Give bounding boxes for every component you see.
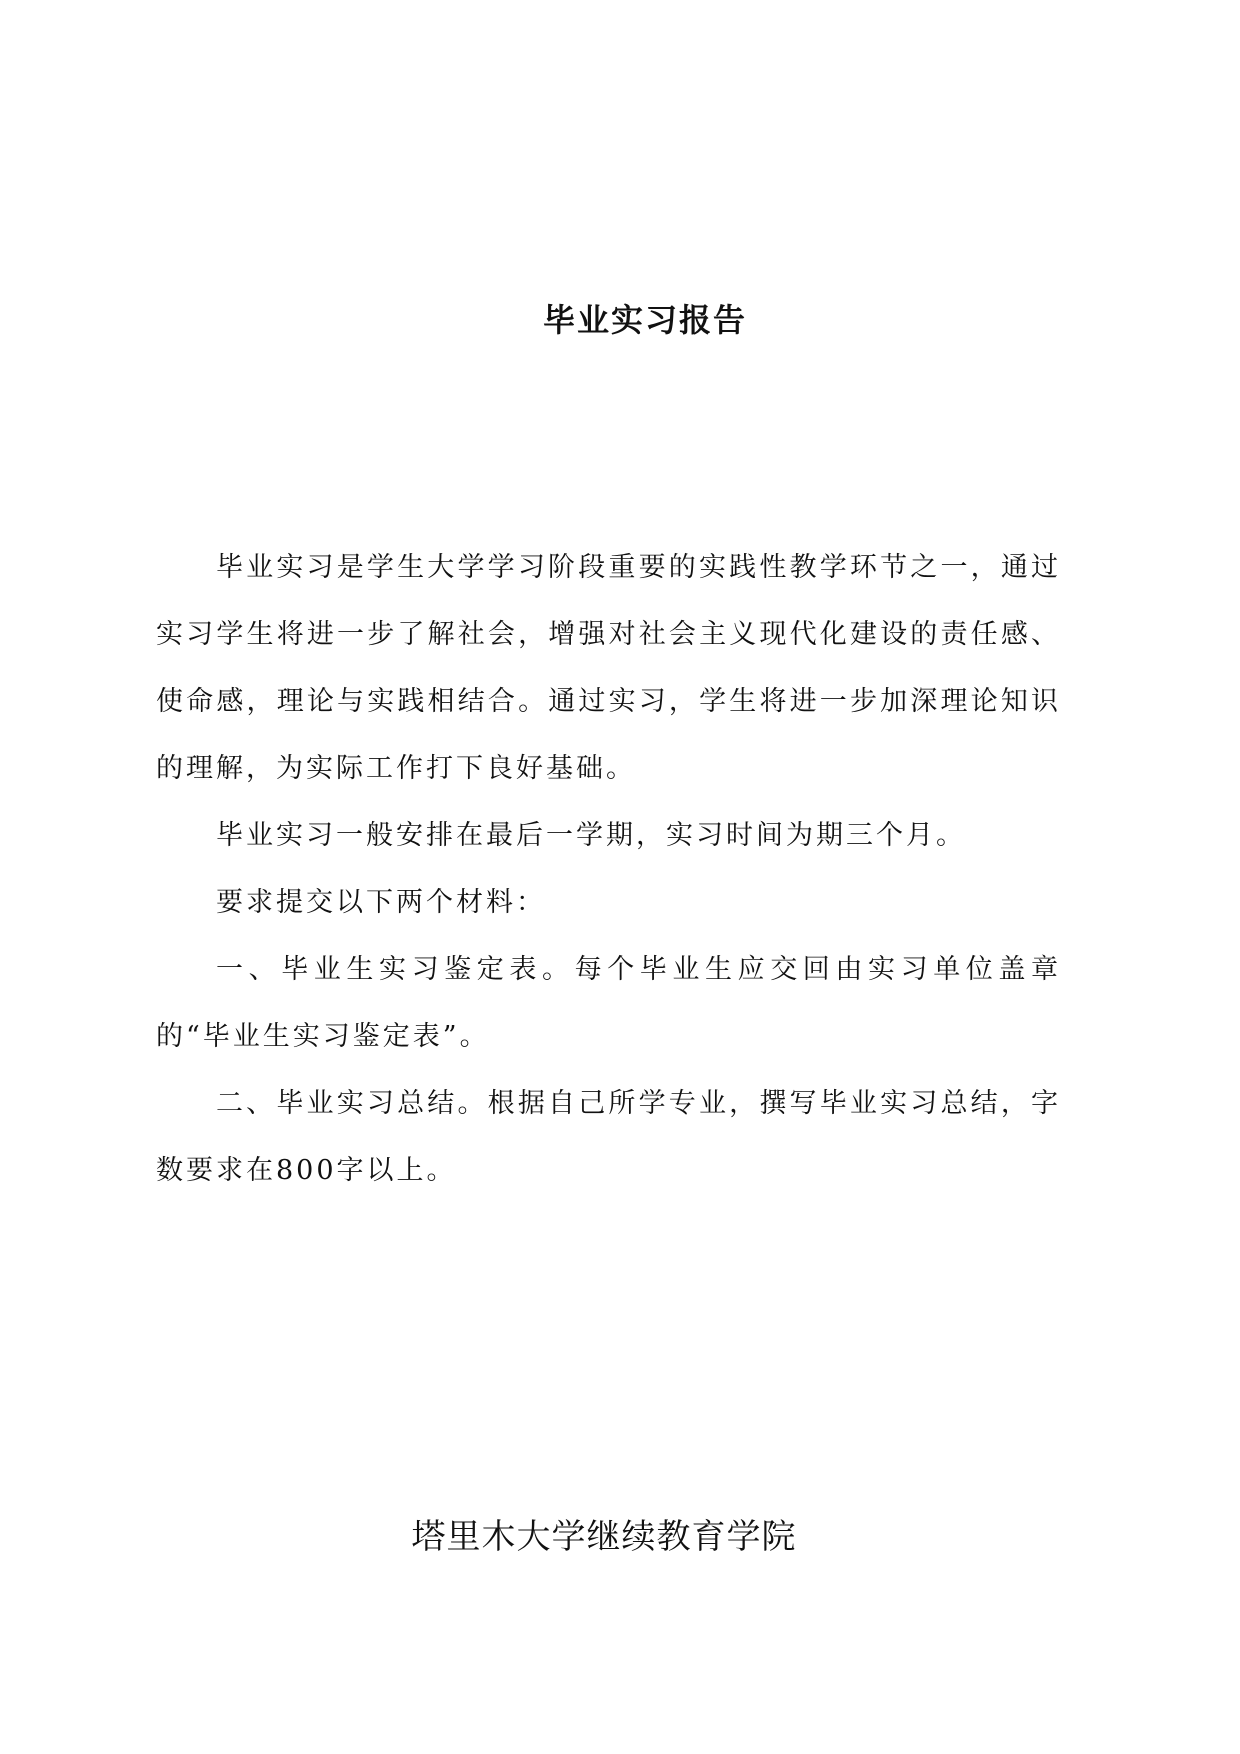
page-title: 毕业实习报告	[542, 301, 747, 339]
paragraph-requirements: 要求提交以下两个材料：	[216, 887, 546, 918]
paragraph-item-one: 一、毕业生实习鉴定表。每个毕业生应交回由实习单位盖章的“毕业生实习鉴定表”。	[156, 954, 1061, 1052]
body-text	[156, 534, 1061, 1204]
institution-name: 塔里木大学继续教育学院	[411, 1517, 797, 1557]
paragraph-item-two: 二、毕业实习总结。根据自己所学专业，撰写毕业实习总结，字数要求在800字以上。	[156, 1088, 1061, 1186]
paragraph-schedule: 毕业实习一般安排在最后一学期，实习时间为期三个月。	[216, 820, 966, 851]
paragraph-intro: 毕业实习是学生大学学习阶段重要的实践性教学环节之一，通过实习学生将进一步了解社会，增强对社会主义现代化建设的责任感、使命感，理论与实践相结合。通过实习，学生将进一步加深理论知识的理解，为实际工作打下良好基础。	[156, 552, 1061, 784]
